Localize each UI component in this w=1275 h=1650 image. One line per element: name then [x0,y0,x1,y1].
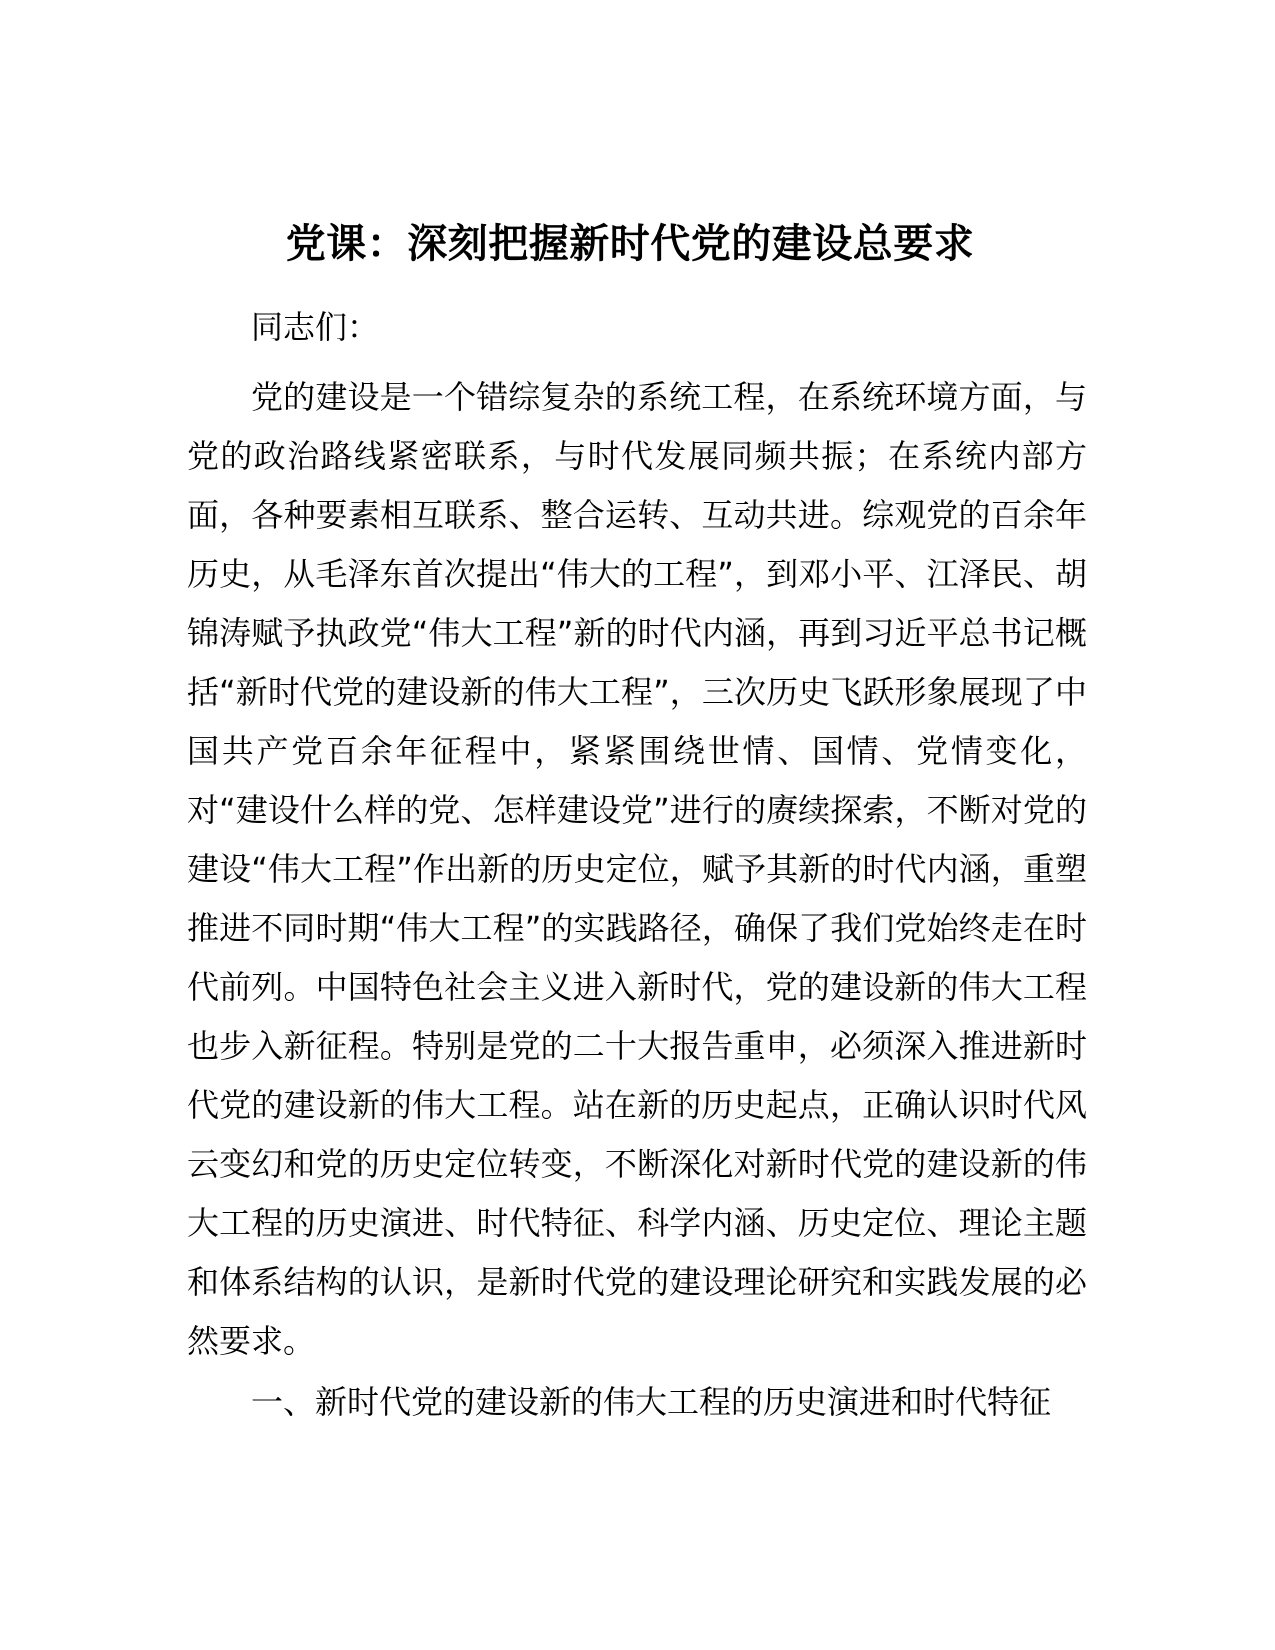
section-heading: 一、新时代党的建设新的伟大工程的历史演进和时代特征 [251,1383,1052,1421]
document-title: 党课：深刻把握新时代党的建设总要求 [285,221,975,267]
body-paragraph: 党的建设是一个错综复杂的系统工程，在系统环境方面，与党的政治路线紧密联系，与时代发展同频共振；在系统内部方面，各种要素相互联系、整合运转、互动共进。综观党的百余年历史，从毛泽东首次提出“伟大的工程”，到邓小平、江泽民、胡锦涛赋予执政党“伟大工程”新的时代内涵，再到习近平总书记概括“新时代党的建设新的伟大工程”，三次历史飞跃形象展现了中国共产党百余年征程中，紧紧围绕世情、国情、党情变化，对“建设什么样的党、怎样建设党”进行的赓续探索，不断对党的建设“伟大工程”作出新的历史定位，赋予其新的时代内涵，重塑推进不同时期“伟大工程”的实践路径，确保了我们党始终走在时代前列。中国特色社会主义进入新时代，党的建设新的伟大工程也步入新征程。特别是党的二十大报告重申，必须深入推进新时代党的建设新的伟大工程。站在新的历史起点，正确认识时代风云变幻和党的历史定位转变，不断深化对新时代党的建设新的伟大工程的历史演进、时代特征、科学内涵、历史定位、理论主题和体系结构的认识，是新时代党的建设理论研究和实践发展的必然要求。 [187,378,1087,1360]
salutation: 同志们： [251,308,380,346]
